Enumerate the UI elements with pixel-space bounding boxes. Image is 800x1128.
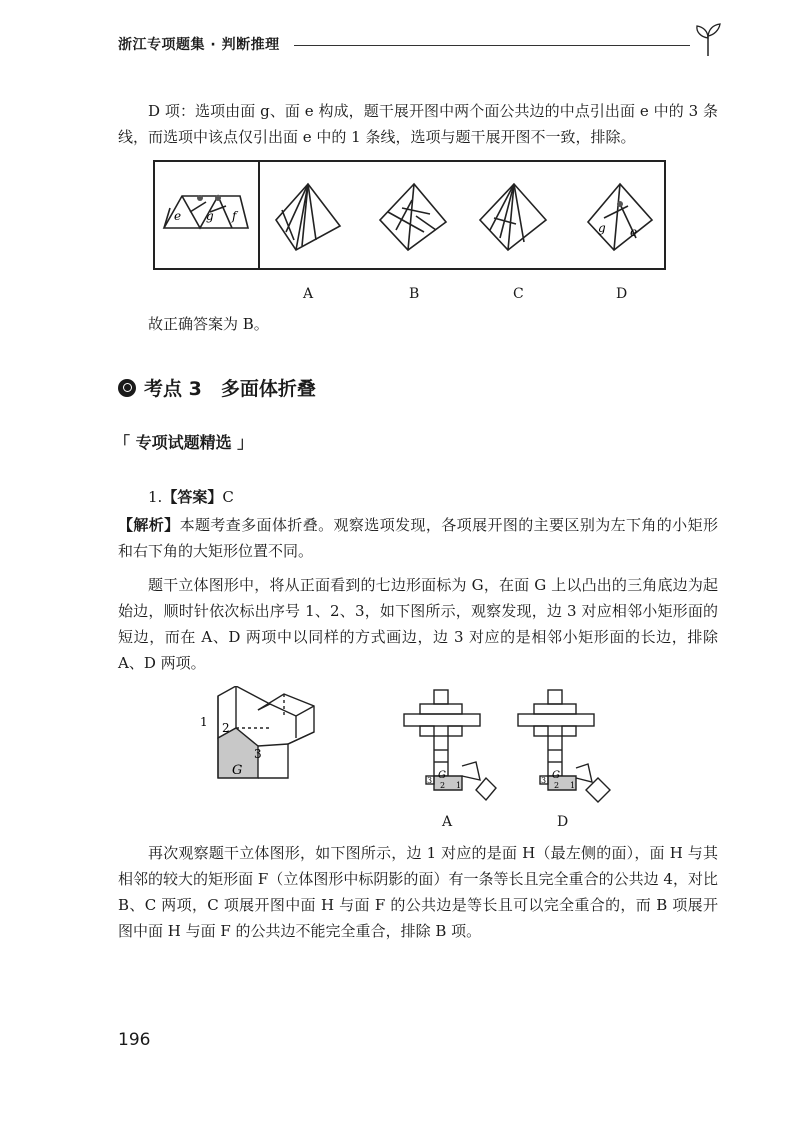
net-a-caption: A — [442, 814, 453, 830]
option-b-pyramid — [376, 180, 450, 254]
net-d-figure — [514, 686, 614, 806]
option-d-label-e: e — [630, 225, 638, 239]
figure-1-divider — [258, 160, 260, 270]
net-d-edge-2: 2 — [554, 781, 560, 790]
option-d-label: D — [616, 286, 628, 302]
section-title: 考点 3 多面体折叠 — [144, 378, 316, 400]
page-number: 196 — [118, 1030, 151, 1050]
solid-edge-1: 1 — [200, 715, 208, 729]
answer-value: C — [222, 488, 234, 506]
net-a-edge-2: 2 — [440, 781, 446, 790]
subsection-title: 「 专项试题精选 」 — [114, 433, 254, 452]
analysis-paragraph — [118, 512, 718, 564]
net-a-figure — [400, 686, 500, 806]
option-b-label: B — [409, 286, 420, 302]
analysis-paragraph-2: 题干立体图形中，将从正面看到的七边形面标为 G，在面 G 上以凸出的三角底边为起始边，顺时针依次标出序号 1、2、3，如下图所示，观察发现，边 3 对应相邻小矩形面的短边，而在 A、D 两项中以同样的方式画边，边 3 对应的是相邻小矩形面的长边，排除 A、D 两项。 — [118, 576, 718, 672]
solid-edge-2: 2 — [222, 721, 230, 735]
net-d-edge-3: 3 — [541, 776, 547, 785]
net-d-face-g: G — [552, 770, 560, 781]
option-d-pyramid — [584, 180, 656, 254]
solid-edge-3: 3 — [254, 747, 262, 761]
solid-face-g: G — [232, 763, 243, 778]
analysis-text: 本题考查多面体折叠。观察选项发现，各项展开图的主要区别为左下角的小矩形和右下角的大矩形位置不同。 — [118, 516, 718, 560]
option-a-label: A — [303, 286, 314, 302]
net-label-g: g — [206, 209, 214, 223]
option-c-pyramid — [476, 180, 550, 254]
answer-line — [148, 486, 234, 507]
net-a-edge-3: 3 — [427, 776, 433, 785]
net-d-edge-1: 1 — [570, 781, 576, 790]
running-header: 浙江专项题集 · 判断推理 — [118, 37, 280, 53]
net-a-edge-1: 1 — [456, 781, 462, 790]
analysis-label: 【解析】 — [118, 516, 180, 534]
net-a-face-g: G — [438, 770, 446, 781]
conclusion-text: 故正确答案为 B。 — [148, 315, 269, 333]
option-c-label: C — [513, 286, 524, 302]
net-d-caption: D — [557, 814, 569, 830]
net-label-e: e — [174, 209, 182, 223]
option-d-paragraph: D 项：选项由面 g、面 e 构成，题干展开图中两个面公共边的中点引出面 e 中的 3 条线，而选项中该点仅引出面 e 中的 1 条线，选项与题干展开图不一致，排除。 — [118, 102, 718, 146]
header-rule — [294, 45, 690, 46]
net-label-f: f — [232, 209, 237, 223]
question-number: 1. — [148, 488, 163, 506]
analysis-paragraph-3: 再次观察题干立体图形，如下图所示，边 1 对应的是面 H（最左侧的面），面 H 与其相邻的较大的矩形面 F（立体图形中标阴影的面）有一条等长且完全重合的公共边 4，对比 B、C 两项，C 项展开图中面 H 与面 F 的公共边是等长且可以完全重合的，而 B 项展开图中面 H 与面 F 的公共边不能完全重合，排除 B 项。 — [118, 844, 718, 940]
section-heading — [118, 374, 316, 401]
sprout-icon — [688, 22, 728, 58]
solid-figure — [196, 686, 326, 782]
option-a-pyramid — [272, 180, 344, 254]
figure-1-net — [160, 188, 252, 234]
answer-label: 【答案】 — [162, 488, 223, 506]
section-bullet-icon — [118, 379, 136, 397]
option-d-label-g: g — [598, 221, 606, 235]
